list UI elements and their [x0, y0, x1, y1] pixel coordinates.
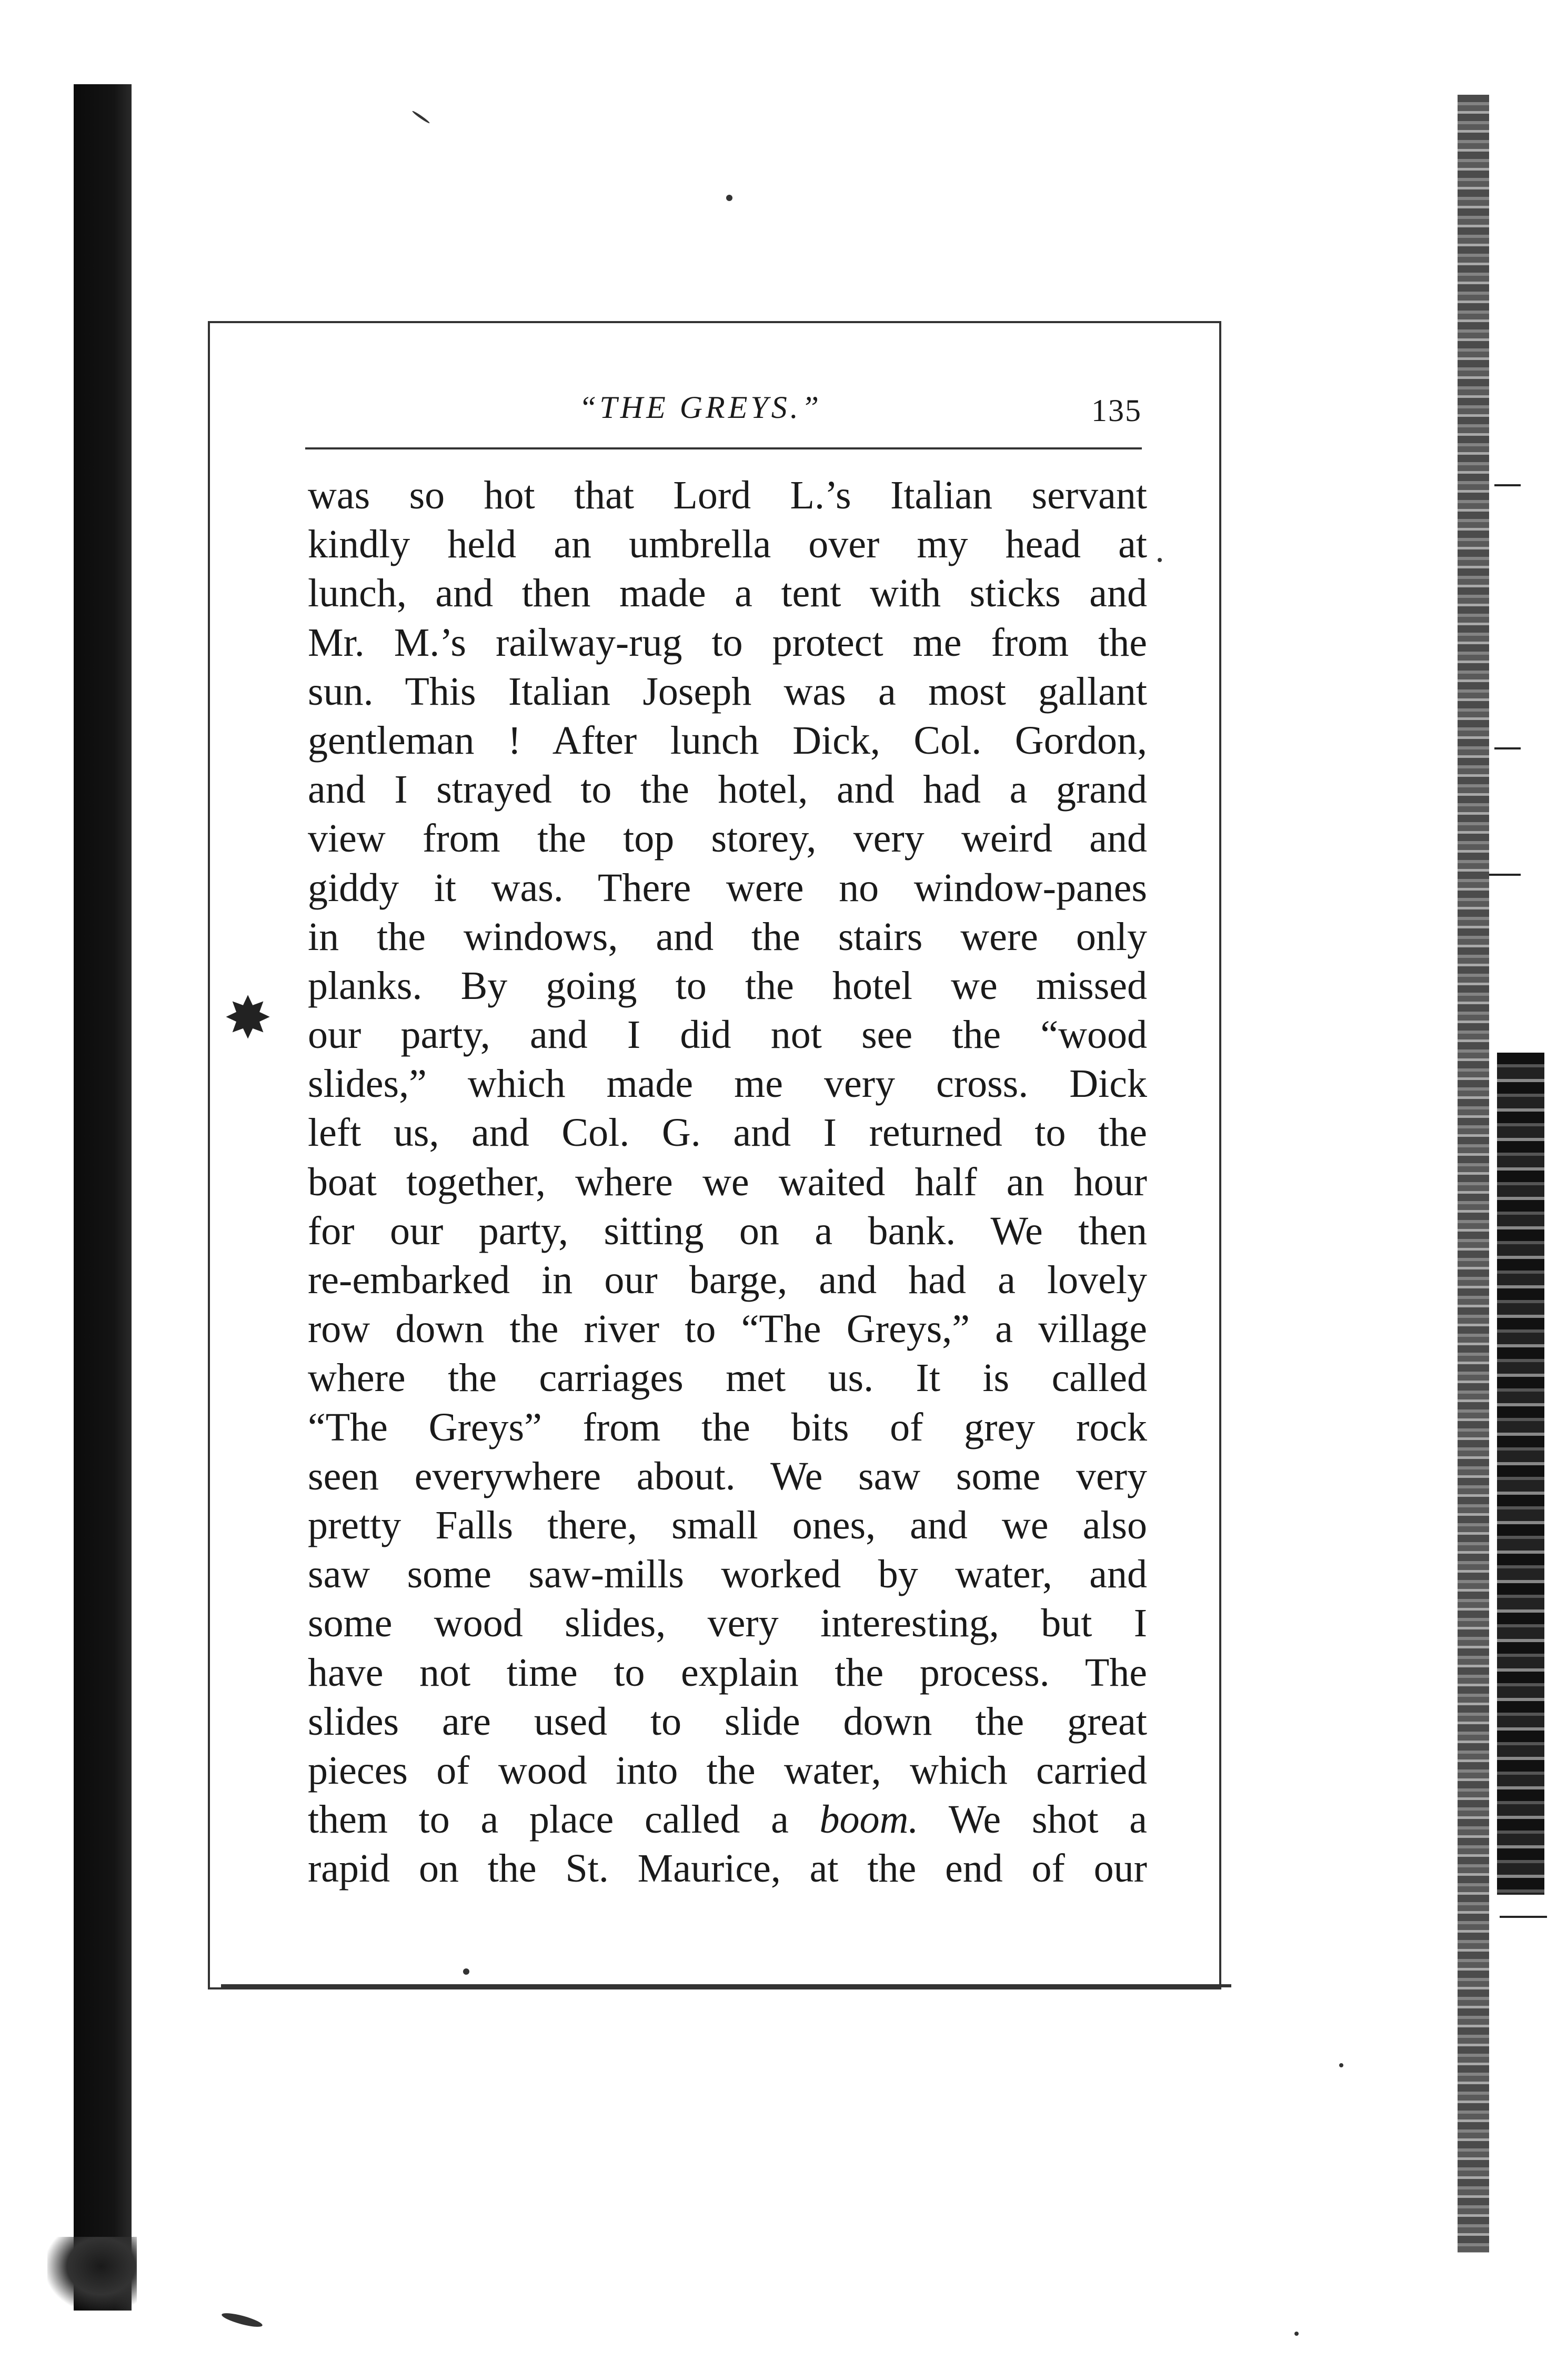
text-line: lunch, and then made a tent with sticks and — [308, 571, 1147, 616]
text-line: “The Greys” from the bits of grey rock — [308, 1405, 1147, 1449]
running-head-title: “THE GREYS.” — [579, 390, 822, 425]
running-header — [305, 379, 1142, 442]
text-line: where the carriages met us. It is called — [308, 1356, 1147, 1401]
page-edge-dark-stack — [1497, 1053, 1544, 1895]
page-number: 135 — [1091, 393, 1142, 428]
text-line: gentleman ! After lunch Dick, Col. Gordon, — [308, 718, 1147, 763]
page-binding-shadow — [74, 84, 132, 2311]
dust-speck — [726, 195, 732, 201]
text-line-with-italic — [308, 1795, 1147, 1844]
page-binding-smudge — [47, 2237, 137, 2311]
header-rule — [305, 447, 1142, 449]
text-line: rapid on the St. Maurice, at the end of our — [308, 1846, 1147, 1891]
dust-speck — [411, 110, 430, 124]
text-line: our party, and I did not see the “wood — [308, 1013, 1147, 1057]
text-line: pretty Falls there, small ones, and we also — [308, 1503, 1147, 1547]
edge-tick — [1494, 747, 1521, 749]
edge-tick — [1489, 874, 1521, 876]
text-line: sun. This Italian Joseph was a most gallant — [308, 669, 1147, 714]
text-line: some wood slides, very interesting, but I — [308, 1601, 1147, 1646]
dust-speck — [1294, 2332, 1299, 2336]
margin-ink-blot: ✸ — [224, 986, 273, 1051]
text-line: and I strayed to the hotel, and had a grand — [308, 767, 1147, 812]
text-line: have not time to explain the process. The — [308, 1650, 1147, 1695]
dust-speck — [1339, 2063, 1343, 2067]
text-line: planks. By going to the hotel we missed — [308, 963, 1147, 1008]
edge-tick — [1500, 1916, 1547, 1918]
text-segment: We shot a — [918, 1797, 1147, 1842]
text-line: in the windows, and the stairs were only — [308, 914, 1147, 959]
body-text — [308, 471, 1147, 1893]
italic-word: boom. — [819, 1797, 919, 1842]
text-line: view from the top storey, very weird and — [308, 816, 1147, 861]
text-line: re-embarked in our barge, and had a lovely — [308, 1258, 1147, 1302]
text-line: Mr. M.’s railway-rug to protect me from the — [308, 620, 1147, 665]
text-line: pieces of wood into the water, which carried — [308, 1748, 1147, 1793]
text-line: slides are used to slide down the great — [308, 1699, 1147, 1744]
text-line: giddy it was. There were no window-panes — [308, 865, 1147, 910]
text-line: slides,” which made me very cross. Dick — [308, 1062, 1147, 1106]
text-line: left us, and Col. G. and I returned to the — [308, 1111, 1147, 1155]
text-line: was so hot that Lord L.’s Italian servant — [308, 473, 1147, 517]
edge-tick — [1494, 484, 1521, 486]
text-line: row down the river to “The Greys,” a village — [308, 1307, 1147, 1352]
page-edge-stack — [1458, 95, 1489, 2253]
text-line: boat together, where we waited half an hour — [308, 1159, 1147, 1204]
text-line: seen everywhere about. We saw some very — [308, 1454, 1147, 1498]
dust-speck — [220, 2311, 263, 2329]
page-frame-bottom-rule — [221, 1984, 1231, 1987]
text-line: kindly held an umbrella over my head at — [308, 522, 1147, 567]
text-line: for our party, sitting on a bank. We then — [308, 1208, 1147, 1253]
text-segment: them to a place called a — [308, 1797, 789, 1842]
text-line: saw some saw-mills worked by water, and — [308, 1552, 1147, 1597]
